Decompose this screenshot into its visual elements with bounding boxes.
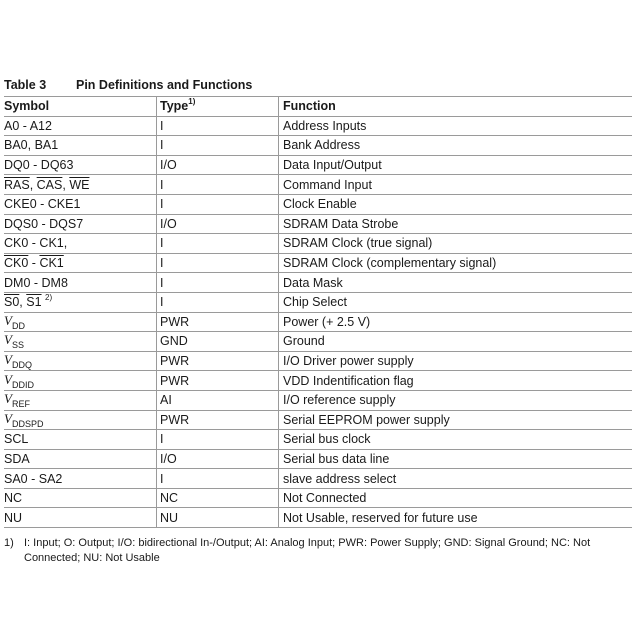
active-low-signal: CK0 — [4, 256, 29, 271]
symbol-separator: , — [62, 177, 70, 192]
cell-type: PWR — [157, 371, 279, 391]
voltage-subscript: DDQ — [11, 360, 32, 371]
table-row — [4, 469, 632, 489]
cell-type: NC — [157, 488, 279, 508]
header-type-label: Type — [160, 99, 189, 114]
cell-function: Serial EEPROM power supply — [279, 410, 633, 430]
table-row — [4, 430, 632, 450]
table-row — [4, 273, 632, 293]
active-low-signal: S0 — [4, 295, 20, 310]
cell-function: Data Input/Output — [279, 155, 633, 175]
table-row — [4, 371, 632, 391]
cell-type: I/O — [157, 155, 279, 175]
table-number: Table 3 — [4, 78, 47, 92]
header-symbol: Symbol — [4, 97, 157, 117]
footnote-number: 1) — [4, 537, 14, 549]
cell-type: PWR — [157, 351, 279, 371]
voltage-symbol: V — [4, 410, 12, 426]
header-function: Function — [279, 97, 633, 117]
table-body — [4, 116, 632, 527]
active-low-signal: $\overline{CAS}$ — [36, 177, 63, 192]
cell-symbol — [4, 410, 157, 430]
cell-symbol: SDA — [4, 449, 157, 469]
cell-symbol — [4, 371, 157, 391]
table-row — [4, 234, 632, 254]
cell-symbol: BA0, BA1 — [4, 136, 157, 156]
cell-function: Data Mask — [279, 273, 633, 293]
voltage-symbol: V — [4, 312, 12, 328]
cell-function: I/O reference supply — [279, 390, 633, 410]
cell-type: PWR — [157, 410, 279, 430]
table-row — [4, 194, 632, 214]
cell-function: slave address select — [279, 469, 633, 489]
cell-symbol — [4, 390, 157, 410]
cell-symbol: NC — [4, 488, 157, 508]
table-row — [4, 175, 632, 195]
cell-type: I — [157, 175, 279, 195]
table-row — [4, 136, 632, 156]
table-row — [4, 508, 632, 528]
table-row — [4, 332, 632, 352]
cell-type: GND — [157, 332, 279, 352]
table-row — [4, 116, 632, 136]
pin-definitions-table — [4, 96, 632, 528]
cell-symbol: CKE0 - CKE1 — [4, 194, 157, 214]
footnote-text: I: Input; O: Output; I/O: bidirectional In-/Output; AI: Analog Input; PWR: Power Supply; GND: Signal Ground; NC: Not Connected; NU: Not Usable — [24, 537, 591, 564]
cell-symbol: DQS0 - DQS7 — [4, 214, 157, 234]
cell-function: I/O Driver power supply — [279, 351, 633, 371]
cell-function: Power (+ 2.5 V) — [279, 312, 633, 332]
cell-function: Serial bus clock — [279, 430, 633, 450]
cell-symbol: DM0 - DM8 — [4, 273, 157, 293]
footnote-ref: 1) — [188, 97, 196, 107]
table-title: Pin Definitions and Functions — [76, 78, 253, 92]
cell-function: Clock Enable — [279, 194, 633, 214]
table-caption — [4, 78, 252, 92]
voltage-subscript: DDSPD — [11, 418, 44, 429]
table-row — [4, 253, 632, 273]
cell-type: I/O — [157, 449, 279, 469]
cell-symbol — [4, 312, 157, 332]
active-low-signal: S1 — [26, 295, 42, 310]
symbol-separator: , — [29, 177, 37, 192]
table-row — [4, 312, 632, 332]
cell-function: Not Usable, reserved for future use — [279, 508, 633, 528]
cell-symbol: CK0 - CK1, — [4, 234, 157, 254]
voltage-symbol: V — [4, 332, 12, 348]
cell-symbol: SCL — [4, 430, 157, 450]
voltage-subscript: DD — [11, 320, 25, 331]
cell-function: Serial bus data line — [279, 449, 633, 469]
cell-type: I — [157, 469, 279, 489]
table-row — [4, 488, 632, 508]
cell-type: I — [157, 234, 279, 254]
symbol-footnote-ref: 2) — [45, 293, 53, 303]
table-row — [4, 351, 632, 371]
cell-function: Chip Select — [279, 292, 633, 312]
cell-symbol — [4, 292, 157, 312]
cell-type: I — [157, 292, 279, 312]
cell-symbol: A0 - A12 — [4, 116, 157, 136]
cell-function: SDRAM Clock (complementary signal) — [279, 253, 633, 273]
table-row — [4, 155, 632, 175]
table-row — [4, 292, 632, 312]
table-row — [4, 449, 632, 469]
table-row — [4, 390, 632, 410]
cell-type: AI — [157, 390, 279, 410]
cell-type: I — [157, 253, 279, 273]
symbol-separator: - — [28, 256, 40, 271]
cell-type: NU — [157, 508, 279, 528]
cell-type: I — [157, 136, 279, 156]
cell-function: SDRAM Clock (true signal) — [279, 234, 633, 254]
cell-function: Command Input — [279, 175, 633, 195]
footnote — [4, 536, 634, 566]
header-type — [157, 97, 279, 117]
cell-symbol — [4, 175, 157, 195]
voltage-symbol: V — [4, 352, 12, 368]
cell-function: Bank Address — [279, 136, 633, 156]
active-low-signal: $\overline{RAS}$ — [4, 177, 30, 192]
cell-symbol: NU — [4, 508, 157, 528]
cell-symbol — [4, 351, 157, 371]
voltage-subscript: REF — [11, 399, 30, 410]
cell-function: Not Connected — [279, 488, 633, 508]
cell-type: I — [157, 430, 279, 450]
cell-type: I — [157, 194, 279, 214]
active-low-signal: $\overline{WE}$ — [69, 177, 90, 192]
table-row — [4, 214, 632, 234]
cell-function: Ground — [279, 332, 633, 352]
table-row — [4, 410, 632, 430]
voltage-symbol: V — [4, 371, 12, 387]
symbol-separator: , — [19, 295, 27, 310]
voltage-subscript: SS — [11, 340, 24, 351]
header-row — [4, 97, 632, 117]
cell-function: VDD Indentification flag — [279, 371, 633, 391]
cell-type: I/O — [157, 214, 279, 234]
cell-type: I — [157, 273, 279, 293]
cell-symbol: SA0 - SA2 — [4, 469, 157, 489]
cell-type: PWR — [157, 312, 279, 332]
cell-symbol — [4, 332, 157, 352]
cell-type: I — [157, 116, 279, 136]
voltage-subscript: DDID — [11, 379, 34, 390]
cell-function: Address Inputs — [279, 116, 633, 136]
cell-symbol: DQ0 - DQ63 — [4, 155, 157, 175]
cell-symbol — [4, 253, 157, 273]
cell-function: SDRAM Data Strobe — [279, 214, 633, 234]
voltage-symbol: V — [4, 391, 12, 407]
active-low-signal: CK1 — [39, 256, 64, 271]
